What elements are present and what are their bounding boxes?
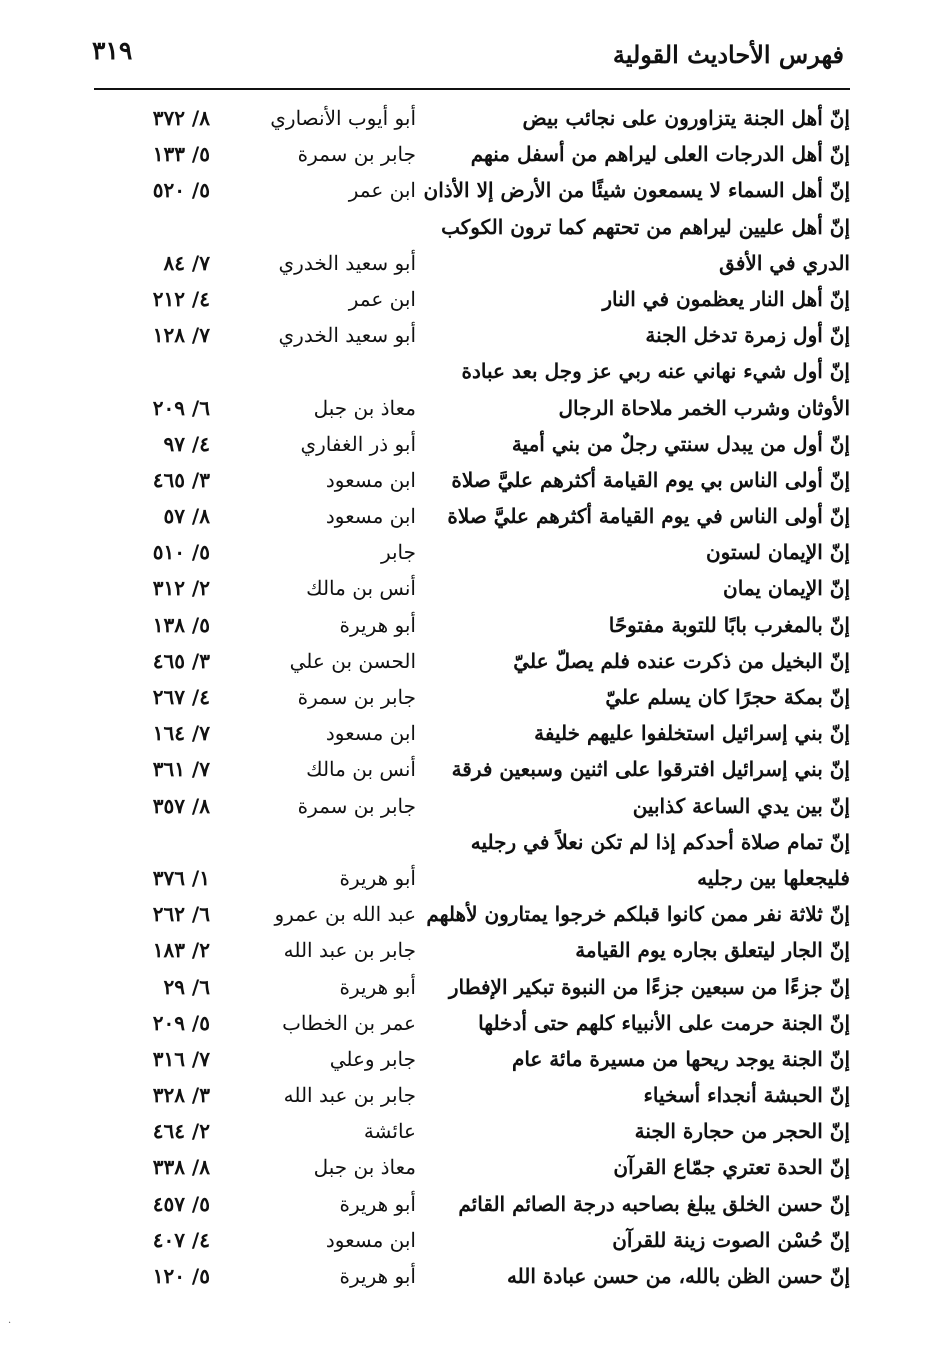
index-row: [0, 1005, 936, 1041]
hadith-text: إنّ الإيمان يمان: [723, 576, 850, 601]
index-row: [0, 824, 936, 860]
index-row: [0, 209, 936, 245]
volume-page-ref: ٥/ ٢٠٩: [152, 1010, 210, 1035]
narrator-name: أبو سعيد الخدري: [278, 323, 416, 348]
hadith-index-list: [0, 100, 936, 1294]
index-row: [0, 426, 936, 462]
narrator-name: ابن مسعود: [325, 504, 416, 529]
hadith-text: إنّ الجنة حرمت على الأنبياء كلهم حتى أدخلها: [478, 1010, 850, 1035]
narrator-name: أبو ذر الغفاري: [300, 431, 416, 456]
narrator-name: عبد الله بن عمرو: [274, 902, 416, 927]
volume-page-ref: ٨/ ٣٣٨: [152, 1155, 210, 1180]
hadith-text: الدري في الأفق: [719, 250, 850, 275]
volume-page-ref: ٦/ ٢٩: [163, 974, 210, 999]
narrator-name: عائشة: [363, 1119, 416, 1144]
narrator-name: ابن مسعود: [325, 721, 416, 746]
index-row: [0, 1041, 936, 1077]
narrator-name: ابن مسعود: [325, 1227, 416, 1252]
hadith-text: إنّ حسن الظن بالله، من حسن عبادة الله: [506, 1264, 850, 1288]
index-row: [0, 136, 936, 172]
index-row: [0, 1258, 936, 1294]
volume-page-ref: ٥/ ٥١٠: [152, 540, 210, 565]
index-row: [0, 534, 936, 570]
hadith-text: إنّ أول زمرة تدخل الجنة: [645, 323, 850, 348]
narrator-name: أبو هريرة: [339, 974, 416, 999]
hadith-text: الأوثان وشرب الخمر ملاحاة الرجال: [558, 395, 850, 420]
index-row: [0, 353, 936, 389]
hadith-text: إنّ أول شيء نهاني عنه ربي عز وجل بعد عبادة: [461, 359, 850, 384]
volume-page-ref: ٢/ ١٨٣: [152, 938, 210, 963]
narrator-name: أبو هريرة: [339, 865, 416, 890]
narrator-name: معاذ بن جبل: [313, 1155, 416, 1180]
page-header: [92, 34, 844, 80]
index-row: [0, 751, 936, 787]
scan-edge-mark: ·: [8, 1318, 12, 1329]
index-row: [0, 1077, 936, 1113]
narrator-name: أبو سعيد الخدري: [278, 250, 416, 275]
hadith-text: إنّ بني إسرائيل افترقوا على اثنين وسبعين فرقة: [451, 757, 850, 782]
narrator-name: الحسن بن علي: [289, 648, 416, 673]
volume-page-ref: ٢/ ٣١٢: [152, 576, 210, 601]
page-title: فهرس الأحاديث القولية: [612, 40, 844, 69]
hadith-text: إنّ حُسْن الصوت زينة للقرآن: [612, 1227, 850, 1252]
volume-page-ref: ٥/ ٤٥٧: [152, 1191, 210, 1216]
hadith-text: إنّ البخيل من ذكرت عنده فلم يصلّ عليّ: [513, 648, 850, 673]
narrator-name: أبو أيوب الأنصاري: [270, 106, 416, 130]
volume-page-ref: ٤/ ٢١٢: [152, 286, 210, 311]
index-row: [0, 462, 936, 498]
page-number: ٣١٩: [92, 36, 133, 65]
volume-page-ref: ٣/ ٣٢٨: [152, 1083, 210, 1108]
volume-page-ref: ٨/ ٣٧٢: [152, 106, 210, 130]
hadith-text: إنّ تمام صلاة أحدكم إذا لم تكن نعلاً في رجليه: [470, 829, 850, 854]
hadith-text: إنّ أولى الناس بي يوم القيامة أكثرهم عليَّ صلاة: [451, 467, 850, 492]
volume-page-ref: ٧/ ٣٦١: [152, 757, 210, 782]
narrator-name: أبو هريرة: [339, 612, 416, 637]
volume-page-ref: ٤/ ٩٧: [163, 431, 210, 456]
hadith-text: إنّ أهل عليين ليراهم من تحتهم كما ترون الكوكب: [441, 214, 850, 239]
index-row: [0, 715, 936, 751]
narrator-name: جابر: [380, 540, 416, 565]
narrator-name: جابر بن عبد الله: [283, 938, 416, 963]
hadith-text: إنّ الحبشة أنجداء أسخياء: [643, 1083, 850, 1108]
volume-page-ref: ٥/ ١٢٠: [152, 1264, 210, 1288]
hadith-text: إنّ أهل الجنة يتزاورون على نجائب بيض: [522, 106, 850, 130]
hadith-text: إنّ بالمغرب بابًا للتوبة مفتوحًا: [608, 612, 850, 637]
hadith-text: إنّ بني إسرائيل استخلفوا عليهم خليفة: [534, 721, 850, 746]
volume-page-ref: ٤/ ٢٦٧: [152, 685, 210, 709]
narrator-name: عمر بن الخطاب: [282, 1010, 416, 1035]
index-row: [0, 788, 936, 824]
narrator-name: جابر بن عبد الله: [283, 1083, 416, 1108]
narrator-name: أنس بن مالك: [306, 576, 416, 601]
index-row: [0, 245, 936, 281]
index-row: [0, 932, 936, 968]
index-row: [0, 679, 936, 715]
narrator-name: ابن مسعود: [325, 467, 416, 492]
hadith-text: إنّ أهل الدرجات العلى ليراهم من أسفل منهم: [470, 142, 850, 167]
index-row: [0, 1222, 936, 1258]
index-row: [0, 1113, 936, 1149]
volume-page-ref: ٥/ ١٣٣: [152, 142, 210, 167]
narrator-name: جابر وعلي: [329, 1046, 416, 1071]
hadith-text: إنّ الحجر من حجارة الجنة: [634, 1119, 850, 1144]
narrator-name: جابر بن سمرة: [297, 142, 416, 167]
volume-page-ref: ١/ ٣٧٦: [152, 865, 210, 890]
volume-page-ref: ٦/ ٢٦٢: [152, 902, 210, 927]
narrator-name: معاذ بن جبل: [313, 395, 416, 420]
volume-page-ref: ٥/ ٥٢٠: [152, 178, 210, 203]
hadith-text: إنّ الإيمان لستون: [705, 540, 850, 565]
volume-page-ref: ٨/ ٣٥٧: [152, 793, 210, 818]
narrator-name: أنس بن مالك: [306, 757, 416, 782]
narrator-name: ابن عمر: [348, 178, 416, 203]
index-row: [0, 172, 936, 208]
index-row: [0, 100, 936, 136]
narrator-name: أبو هريرة: [339, 1264, 416, 1288]
hadith-text: إنّ حسن الخلق يبلغ بصاحبه درجة الصائم القائم: [458, 1191, 850, 1216]
index-row: [0, 607, 936, 643]
volume-page-ref: ٧/ ١٢٨: [152, 323, 210, 348]
volume-page-ref: ٥/ ١٣٨: [152, 612, 210, 637]
index-row: [0, 1186, 936, 1222]
index-row: [0, 317, 936, 353]
index-row: [0, 896, 936, 932]
hadith-text: إنّ أهل النار يعظمون في النار: [602, 286, 850, 311]
narrator-name: جابر بن سمرة: [297, 685, 416, 709]
hadith-text: إنّ أهل السماء لا يسمعون شيئًا من الأرض إلا الأذان: [423, 178, 850, 203]
volume-page-ref: ٣/ ٤٦٥: [152, 648, 210, 673]
volume-page-ref: ٧/ ١٦٤: [152, 721, 210, 746]
hadith-text: إنّ الجار ليتعلق بجاره يوم القيامة: [575, 938, 850, 963]
hadith-text: إنّ الحدة تعتري جمّاع القرآن: [613, 1155, 850, 1180]
volume-page-ref: ٨/ ٥٧: [163, 504, 210, 529]
narrator-name: أبو هريرة: [339, 1191, 416, 1216]
hadith-text: إنّ أولى الناس في يوم القيامة أكثرهم عليَّ صلاة: [447, 504, 850, 529]
index-row: [0, 570, 936, 606]
volume-page-ref: ٦/ ٢٠٩: [152, 395, 210, 420]
volume-page-ref: ٣/ ٤٦٥: [152, 467, 210, 492]
index-row: [0, 498, 936, 534]
index-row: [0, 281, 936, 317]
volume-page-ref: ٧/ ٣١٦: [152, 1046, 210, 1071]
index-row: [0, 390, 936, 426]
hadith-text: إنّ جزءًا من سبعين جزءًا من النبوة تبكير الإفطار: [448, 974, 850, 999]
volume-page-ref: ٤/ ٤٠٧: [152, 1227, 210, 1252]
hadith-text: إنّ بين يدي الساعة كذابين: [632, 793, 850, 818]
hadith-text: إنّ بمكة حجرًا كان يسلم عليّ: [605, 685, 850, 709]
index-row: [0, 969, 936, 1005]
volume-page-ref: ٧/ ٨٤: [163, 250, 210, 275]
header-divider: [94, 88, 850, 90]
hadith-text: فليجعلها بين رجليه: [697, 865, 850, 890]
hadith-text: إنّ الجنة يوجد ريحها من مسيرة مائة عام: [511, 1046, 850, 1071]
index-row: [0, 860, 936, 896]
index-row: [0, 1149, 936, 1185]
volume-page-ref: ٢/ ٤٦٤: [152, 1119, 210, 1144]
narrator-name: ابن عمر: [348, 286, 416, 311]
hadith-text: إنّ ثلاثة نفر ممن كانوا قبلكم خرجوا يمتارون لأهلهم: [426, 902, 850, 927]
hadith-text: إنّ أول من يبدل سنتي رجلٌ من بني أمية: [511, 431, 850, 456]
narrator-name: جابر بن سمرة: [297, 793, 416, 818]
index-row: [0, 643, 936, 679]
